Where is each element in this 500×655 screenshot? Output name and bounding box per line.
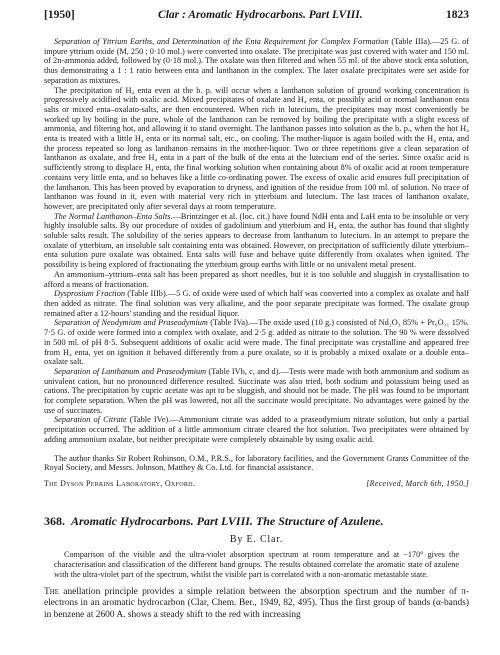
abstract: [44, 550, 469, 579]
lab-line: [44, 479, 469, 489]
paragraph-lead: Dysprosium Fraction: [54, 289, 126, 299]
header-year: [1950]: [44, 9, 75, 21]
intro-paragraph: [44, 587, 469, 621]
paragraph-text: (Table IVb, c, and d).—Tests were made with both ammonium and sodium as univalent cation, but no pronounced difference resulted. Succinate was also tried, both sodium and potassium being used as cations. The precipitation by cupric acetate was apt to be sluggish, and should not be made. The pH was found to be important for complete separation. When the pH was lowered, not all the succinate would precipitate. No advantages were gained by the use of succinates.: [44, 366, 470, 415]
body-text: [44, 37, 469, 621]
article-title: [44, 513, 469, 529]
laboratory: The Dyson Perrins Laboratory, Oxford.: [44, 478, 196, 488]
running-header: [44, 9, 469, 23]
acknowledgement: The author thanks Sir Robert Robinson, O.M., P.R.S., for laboratory facilities, and the Government Grants Committee of the Royal Society, and Messrs. Johnson, Matthey & Co. Ltd. for financial assistance.: [44, 453, 469, 473]
paragraph-lead: Separation of Neodymium and Praseodymium: [54, 318, 208, 328]
header-title: Clar : Aromatic Hydrocarbons. Part LVIII.: [158, 9, 363, 21]
intro-text: anellation principle provides a simple relation between the absorption spectrum and the number of π-electrons in an aromatic hydrocarbon (Clar, Chem. Ber., 1949, 82, 495). Thus the first group of bands (α-bands) in benzene at 2600 A. shows a steady shift to the red with increasing: [44, 587, 469, 620]
paragraph-neodymium: [44, 318, 469, 367]
author-byline: By E. Clar.: [229, 533, 284, 545]
paragraph-dysprosium: [44, 289, 469, 318]
paragraph-citrate: [44, 415, 469, 444]
paragraph-normal-salts: [44, 212, 469, 270]
paragraph-lead: The Normal Lanthanon–Enta Salts.: [54, 211, 173, 221]
paragraph-text: (Table IVa).—The oxide used (10 g.) consisted of Nd₂O₃ 85% + Pr₆O₁₁ 15%. 7·5 G. of oxide were formed into a complex with oxalate, and 2·5 g. added as nitrate to the solution. The 90 % were dissolved in 500 ml. of pH 8·5. Subsequent additions of oxalic acid were made. The final precipitate was crystalline and appeared free from H₄ enta, yet on ignition it behaved differently from a pure oxalate, so it is probably a mixed oxalate or a double enta–oxalate salt.: [44, 318, 469, 367]
paragraph-lead: Separation of Yttrium Earths, and Determination of the Enta Requirement for Complex Formation: [54, 37, 389, 46]
received-date: [Received, March 6th, 1950.]: [366, 478, 469, 488]
introduction: [44, 587, 469, 621]
page-number: 1823: [446, 9, 469, 21]
paragraph-yttrium: [44, 37, 469, 86]
paragraph-text: An ammonium–yttrium–enta salt has been prepared as short needles, but it is too soluble and sluggish in crystallisation to afford a means of fractionation.: [44, 269, 469, 289]
intro-lead: The: [44, 587, 60, 598]
paragraph-text: The precipitation of H₄ enta even at the b. p. will occur when a lanthanon solution of ground working concentration is progressively acidified with oxalic acid. Mixed precipitates of oxalate and H₄ enta, or possibly acid or normal lanthanon enta salts or mixed enta–oxalato-salts, are then encountered. When rich in lutecium, the precipitates may most conveniently be worked up by boiling in the pure, whole of the lanthanon can be removed by boiling the precipitate with a slight excess of ammonia, and filtering hot, and allowing it to stand overnight. The lanthanon passes into solution as the b. p., when the hot H₄ enta is treated with a little H₄ enta or its normal salt, etc., on cooling. The mother-liquor is again boiled with the H₄ enta, and the process repeated so long as lanthanon remains in the mother-liquor. Two or three repetitions give a clean separation of lanthanon as oxalate, and free H₄ enta in a part of the bulk of the enta at the lutecium end of the series. Since oxalic acid is sufficiently strong to displace H₄ enta, the final working solution when containing about 8% of oxalic acid at room temperature contains very little enta, and so behaves like a little co-ordinating power. The excess of oxalic acid ensures full precipitation of the lanthanon. This has been proved by evaporation to dryness, and ignition of the residue from 100 ml. of solution. No trace of lanthanon was found in it, even with material very rich in ytterbium and lutecium. The last traces of lanthanon oxalate, however, are precipitated only after several days at room temperature.: [44, 85, 469, 211]
paragraph-text: —Brintzinger et al. (loc. cit.) have found NdH enta and LaH enta to be insoluble or very highly insoluble salts. By our procedure of oxides of gadolinium and ytterbium and H₄ enta, the author has found that slightly soluble salts result. The solubility of the series appears to decrease from lanthanum to lutecium. In an attempt to prepare the oxalate of ytterbium, an insoluble salt containing enta was obtained. However, on precipitation of sufficiently dilute ytterbium–enta solution pure oxalate was obtained. Enta salts will fuse and behave quite differently from oxalates when ignited. The possibility is being explored of fractionating the ytterbium group earths with little or no univalent metal present.: [44, 211, 470, 270]
paragraph-text: (Table IVe).—Ammonium citrate was added to a praseodymium nitrate solution, but only a partial precipitation occurred. The addition of a little ammonium citrate cleared the hot solution. Two precipitates were obtained by adding ammonium oxalate, but neither precipitate were completely obtainable by using oxalic acid.: [44, 415, 469, 444]
paragraph-text: (Table IIIb).—5 G. of oxide were used of which half was converted into a complex as oxalate and half then added as nitrate. The final solution was very alkaline, and the poor separate precipitate was formed. The oxalate group remained after a 12-hours' standing and the residual liquor.: [44, 289, 470, 318]
paragraph-lead: Separation of Lanthanum and Praseodymium: [54, 366, 207, 376]
paragraph-lead: Separation of Citrate: [54, 415, 127, 425]
abstract-text: Comparison of the visible and the ultra-violet absorption spectrum at room temperature and at −170° gives the characterisation and classification of the different band groups. The results obtained correlate the aromatic state of azulene with the ultra-violet part of the spectrum, whilst the visible part is correlated with a non-aromatic metastable state.: [54, 550, 459, 579]
paragraph-text: (Table IIIa).—25 G. of impure yttrium oxide (M, 250 ; 0·10 mol.) were converted into oxalate. The precipitate was just covered with water and 150 ml. of 2n-ammonia added, followed by (0·18 mol.). The oxalate was then filtered and when 55 ml. of the above stock enta solution, thus demonstrating a 1 : 1 ratio between enta and lanthanon in the complex. The later oxalate precipitates were set aside for separation as mixtures.: [44, 37, 469, 85]
paragraph-ammonium-salt: [44, 270, 469, 289]
article-number: 368.: [44, 513, 65, 528]
paragraph-enta-precipitation: [44, 86, 469, 212]
article-title-text: Aromatic Hydrocarbons. Part LVIII. The Structure of Azulene.: [71, 513, 384, 528]
paragraph-lanthanum: [44, 367, 469, 416]
